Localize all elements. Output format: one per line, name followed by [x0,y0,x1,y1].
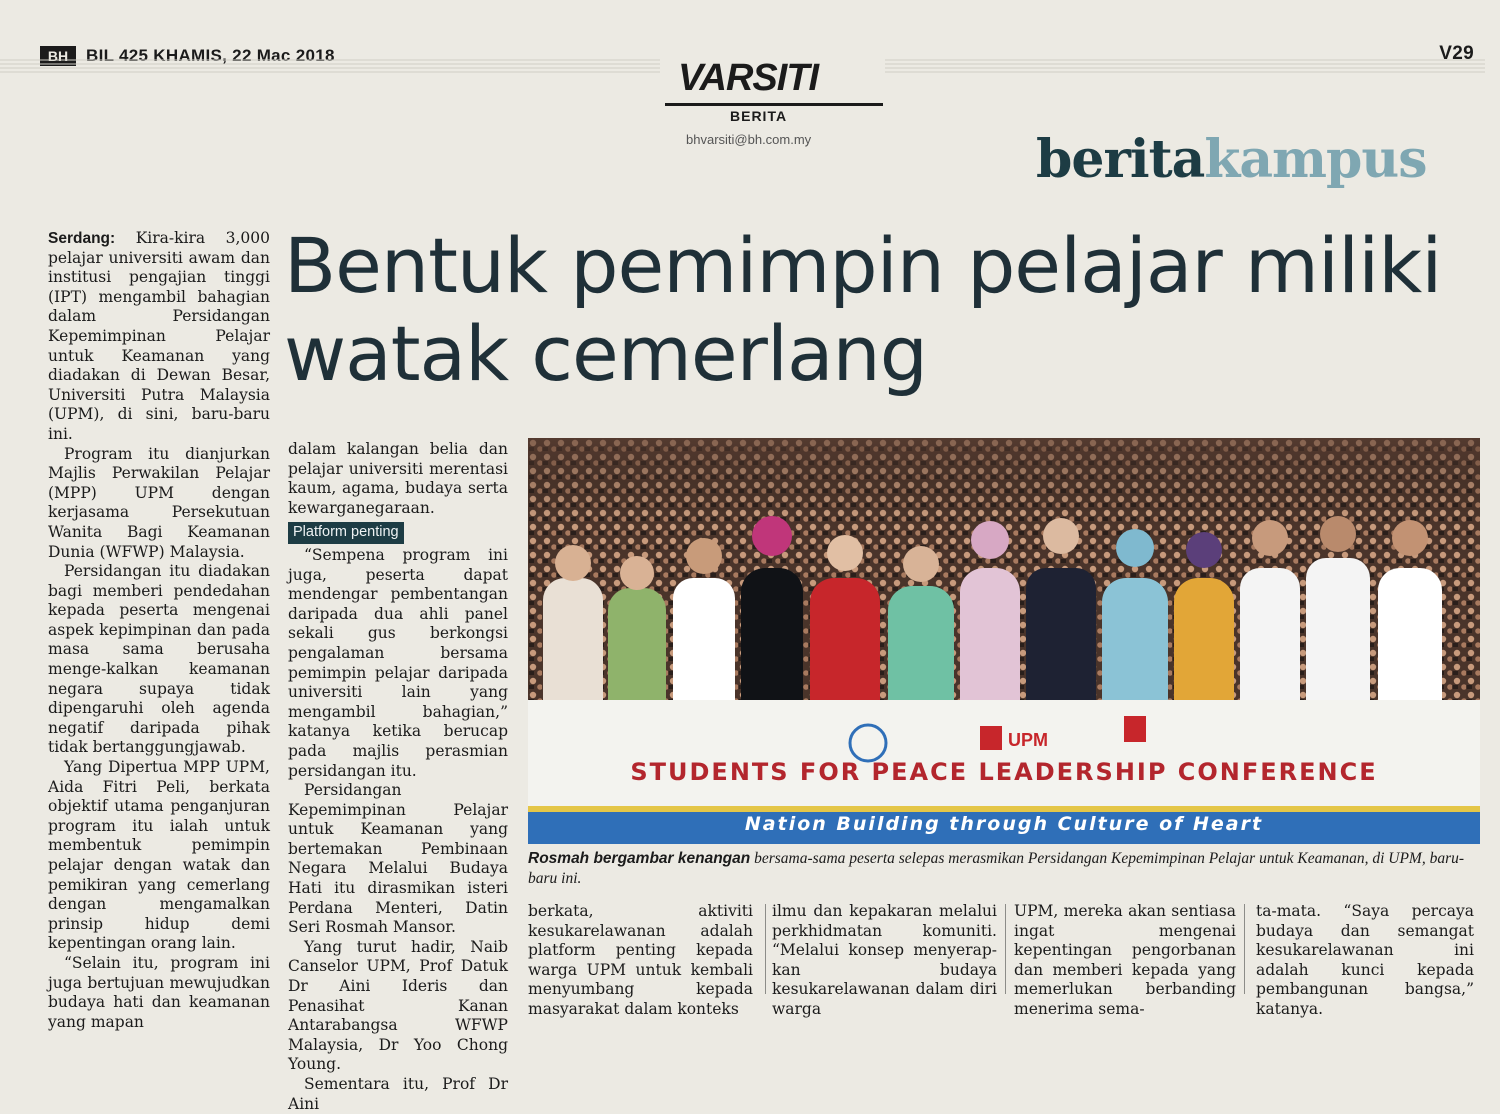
paragraph: berkata, aktiviti kesukarelawanan adalah platform penting kepada warga UPM untuk kembali menyumbang kepada masyarakat dalam konteks [528,902,753,1018]
masthead-rule [665,103,883,106]
column-rule [765,904,766,994]
berita-kampus-logo [1036,130,1427,190]
bh-logo: BH [40,46,76,66]
paragraph: “Sempena program ini juga, peserta dapat mendengar pembentangan daripada dua ahli panel sekali gus berkongsi pengalaman bersama pemimpin pelajar daripada universiti lain yang mengambil bahagian,” katanya ketika berucap pada majlis perasmian persidangan itu. [288,545,508,780]
issue-date: BIL 425 KHAMIS, 22 Mac 2018 [86,46,335,65]
paragraph: Persidangan Kepemimpinan Pelajar untuk Keamanan yang bertemakan Pembinaan Negara Melalui Budaya Hati itu dirasmikan isteri Perdana Menteri, Datin Seri Rosmah Mansor. [288,781,508,937]
paragraph: Yang turut hadir, Naib Canselor UPM, Prof Datuk Dr Aini Ideris dan Penasihat Kanan Antarabangsa WFWP Malaysia, Dr Yoo Chong Young. [288,937,508,1074]
paragraph: Persidangan itu diadakan bagi memberi pendedahan kepada peserta mengenai aspek kepimpinan dan pada masa sama berusaha menge-kalkan keamanan negara supaya tidak dipengaruhi oleh agenda negatif daripada pihak tidak bertanggungjawab. [48,562,270,757]
article-column-3 [528,902,753,1020]
lead-paragraph [48,229,270,445]
bleed-lines-left [0,58,660,78]
paragraph: UPM, mereka akan sentiasa ingat mengenai kepentingan pengorbanan dan memberi kepada yang memerlukan berbanding menerima sema- [1014,902,1236,1018]
banner-subtitle: Nation Building through Culture of Heart [744,813,1264,835]
paragraph: Program itu dianjurkan Majlis Perwakilan Pelajar (MPP) UPM dengan kerjasama Persekutuan Wanita Bagi Keamanan Dunia (WFWP) Malaysia. [48,444,270,561]
banner-title: STUDENTS FOR PEACE LEADERSHIP CONFERENCE [630,758,1378,786]
article-column-1 [48,229,270,1032]
section-sub: BERITA [730,108,788,124]
headline [284,222,1454,398]
dateline: Serdang: [48,230,116,247]
column-rule [1244,904,1245,994]
section-email: bhvarsiti@bh.com.my [686,132,812,147]
article-column-4 [772,902,997,1020]
upm-logo: UPM [1008,730,1048,750]
lead-text: Kira-kira 3,000 pelajar universiti awam dan institusi pengajian tinggi (IPT) mengambil bahagian dalam Persidangan Kepemimpinan Pelajar untuk Keamanan yang diadakan di Dewan Besar, Universiti Putra Malaysia (UPM), di sini, baru-baru ini. [48,229,270,443]
page-number: V29 [1439,43,1474,64]
subheading: Platform penting [288,522,404,544]
event-photo [528,438,1480,844]
paragraph: “Selain itu, program ini juga bertujuan mewujudkan budaya hati dan keamanan yang mapan [48,953,270,1031]
paragraph: ta-mata. “Saya percaya budaya dan semangat kesukarelawanan ini adalah kunci kepada pembangunan bangsa,” katanya. [1256,902,1474,1018]
article-column-6 [1256,902,1474,1020]
paragraph: ilmu dan kepakaran melalui perkhidmatan komuniti. “Melalui konsep menyerap-kan budaya kesukarelawanan dalam diri warga [772,902,997,1018]
paragraph: Sementara itu, Prof Dr Aini [288,1075,508,1113]
headline-line-2: watak cemerlang [284,309,927,398]
paragraph: dalam kalangan belia dan pelajar universiti merentasi kaum, agama, budaya serta kewarganegaraan. [288,440,508,517]
kampus-word-b: kampus [1204,129,1427,190]
section-title: VARSITI [678,57,819,99]
column-rule [1005,904,1006,994]
caption-lead: Rosmah bergambar kenangan [528,850,751,867]
paragraph: Yang Dipertua MPP UPM, Aida Fitri Peli, berkata objektif utama penganjuran program itu ialah untuk membentuk pemimpin pelajar dengan watak dan pemikiran yang cemerlang dengan mengamalkan prinsip hidup demi kepentingan orang lain. [48,758,270,953]
caption-text: bersama-sama peserta selepas merasmikan Persidangan Kepemimpinan Pelajar untuk Keamanan, di UPM, baru-baru ini. [528,850,1465,887]
bleed-lines [885,58,1485,78]
headline-line-1: Bentuk pemimpin pelajar miliki [284,221,1442,310]
photo-caption [528,849,1480,889]
article-column-5 [1014,902,1236,1020]
kampus-word-a: berita [1036,129,1205,190]
